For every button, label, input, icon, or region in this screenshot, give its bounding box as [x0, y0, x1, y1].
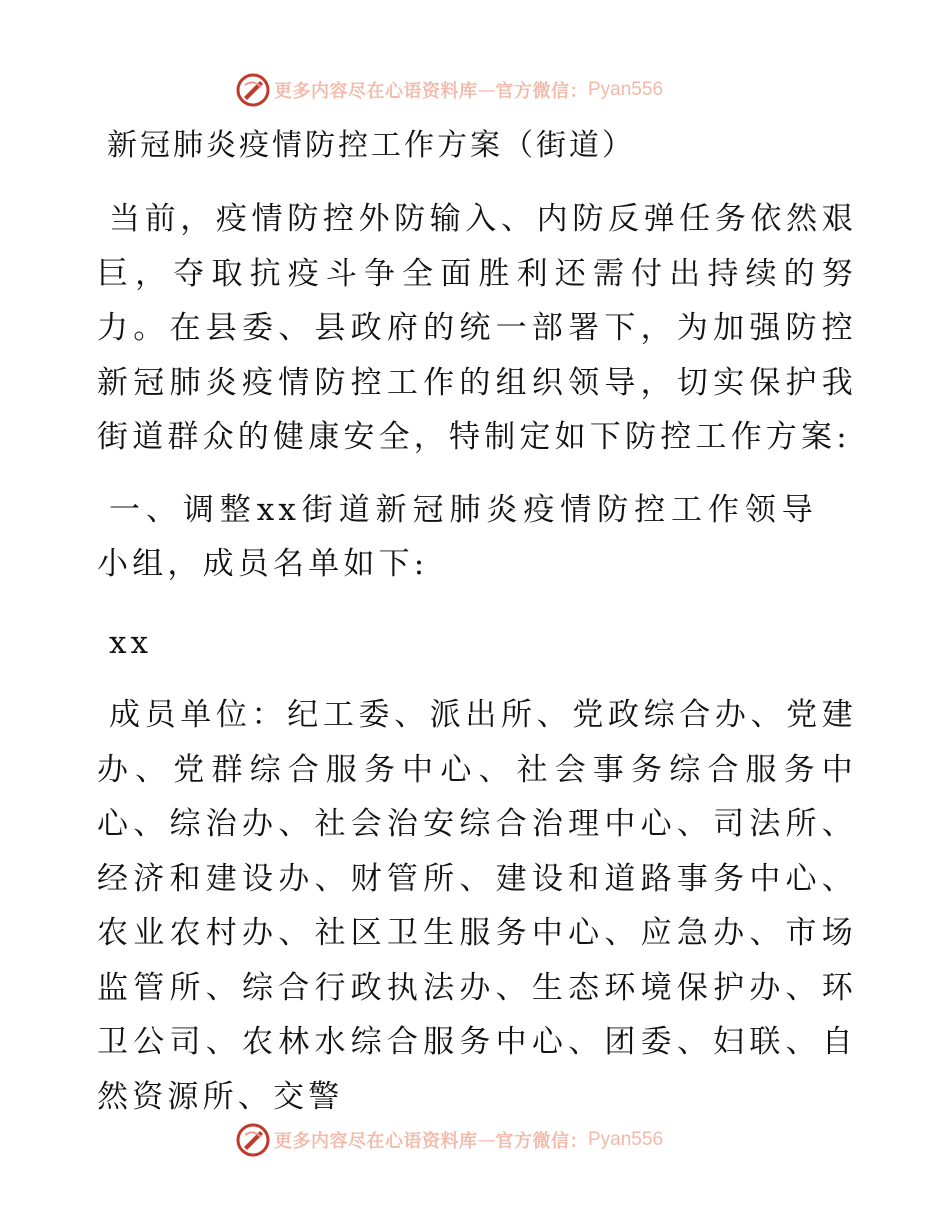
watermark-brand-text: 更多内容尽在心语资料库: [274, 1131, 478, 1152]
leader-name-placeholder: xx: [109, 624, 152, 661]
watermark-header: [236, 70, 663, 110]
watermark-separator: —: [477, 79, 496, 101]
section-one-heading: 一、调整xx街道新冠肺炎疫情防控工作领导小组，成员名单如下:: [97, 491, 817, 582]
watermark-contact-id: Pyan556: [588, 79, 664, 100]
watermark-contact-label: 官方微信：: [495, 1131, 588, 1152]
brand-logo-icon: [236, 1123, 270, 1157]
watermark-separator: —: [477, 1129, 496, 1151]
document-body: [97, 118, 857, 1124]
watermark-contact-label: 官方微信：: [495, 81, 588, 102]
intro-paragraph: 当前，疫情防控外防输入、内防反弹任务依然艰巨，夺取抗疫斗争全面胜利还需付出持续的努力。在县委、县政府的统一部署下，为加强防控新冠肺炎疫情防控工作的组织领导，切实保护我街道群众的健康安全，特制定如下防控工作方案:: [97, 201, 857, 455]
document-title: 新冠肺炎疫情防控工作方案（街道）: [107, 128, 635, 163]
member-units-paragraph: 成员单位：纪工委、派出所、党政综合办、党建办、党群综合服务中心、社会事务综合服务中心、综治办、社会治安综合治理中心、司法所、经济和建设办、财管所、建设和道路事务中心、农业农村办、社区卫生服务中心、应急办、市场监管所、综合行政执法办、生态环境保护办、环卫公司、农林水综合服务中心、团委、妇联、自然资源所、交警: [97, 697, 857, 1115]
watermark-contact-id: Pyan556: [588, 1129, 664, 1150]
watermark-brand-text: 更多内容尽在心语资料库: [274, 81, 478, 102]
watermark-footer: [236, 1120, 663, 1160]
brand-logo-icon: [236, 73, 270, 107]
